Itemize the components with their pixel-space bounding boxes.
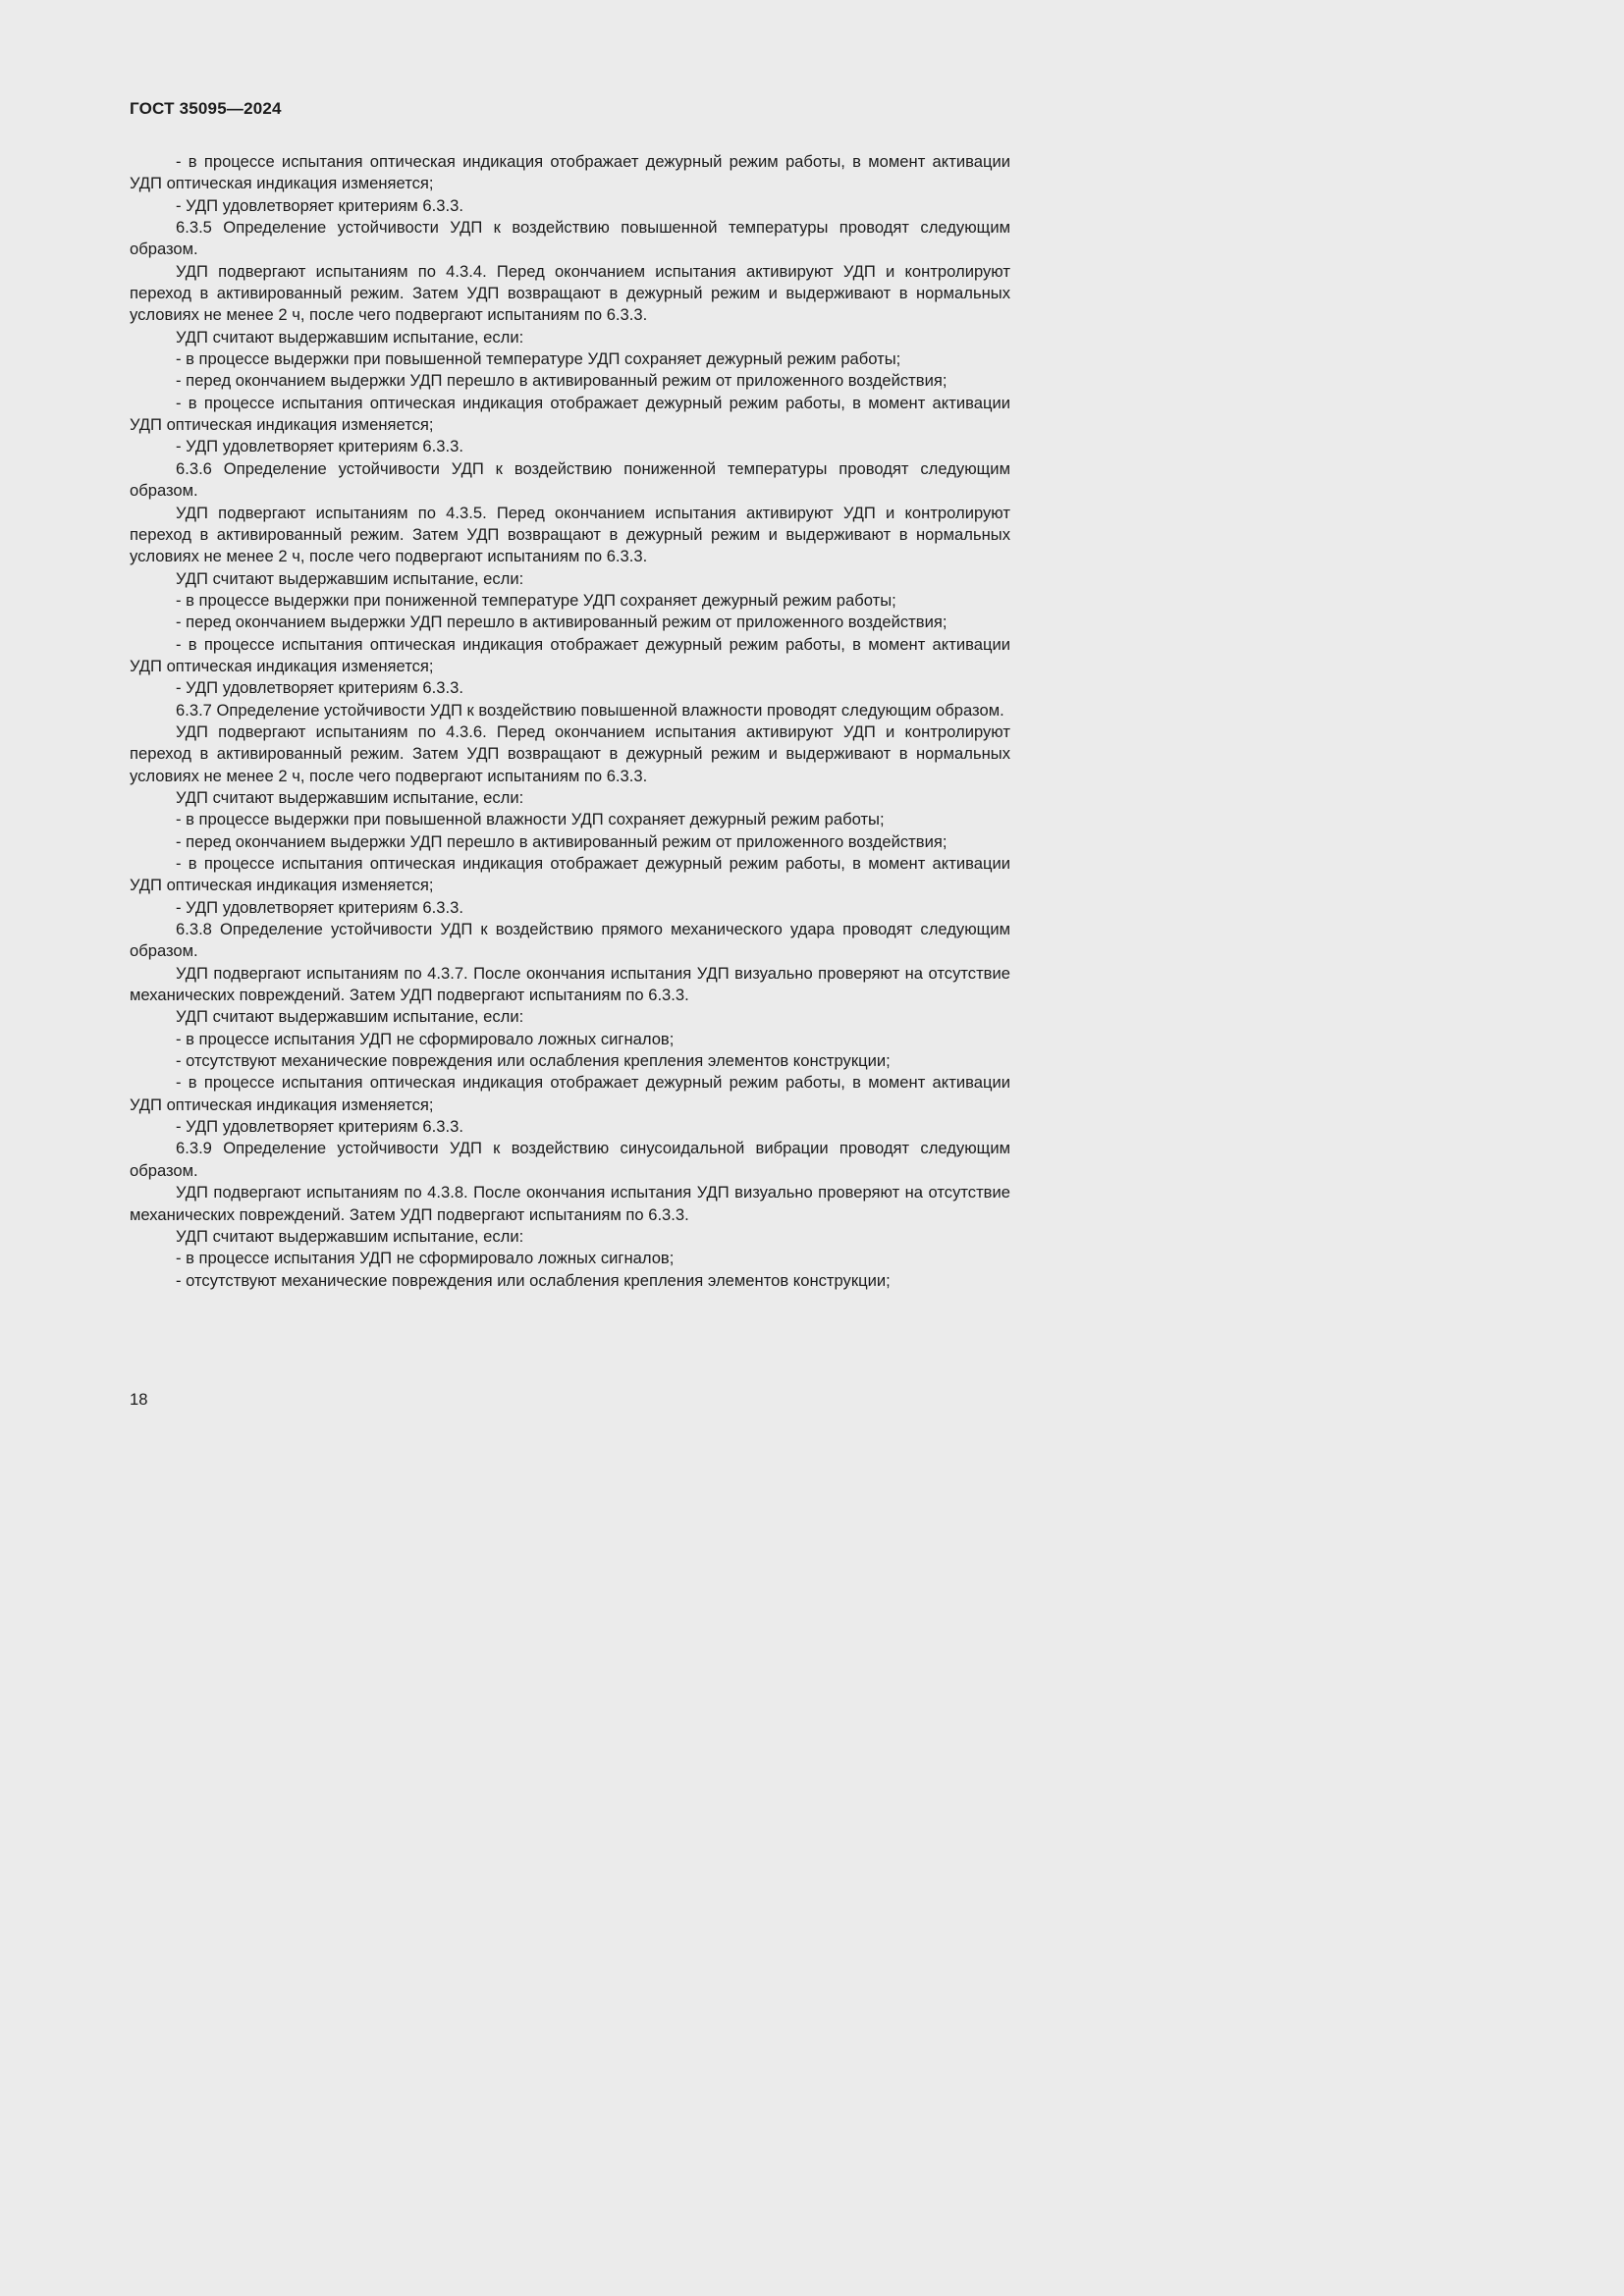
list-item: - перед окончанием выдержки УДП перешло в активированный режим от приложенного воздействия; [176,371,947,391]
list-item: - перед окончанием выдержки УДП перешло в активированный режим от приложенного воздействия; [176,831,947,851]
clause-heading: 6.3.5 Определение устойчивости УДП к воздействию повышенной температуры проводят следующим образом. [130,218,1010,259]
clause-heading: 6.3.9 Определение устойчивости УДП к воздействию синусоидальной вибрации проводят следующим образом. [130,1139,1010,1180]
list-item: - УДП удовлетворяет критериям 6.3.3. [176,195,463,215]
list-item: - в процессе испытания оптическая индикация отображает дежурный режим работы, в момент активации УДП оптическая индикация изменяется; [130,1073,1010,1114]
list-item: - в процессе выдержки при повышенной температуре УДП сохраняет дежурный режим работы; [176,349,901,369]
list-item: - в процессе испытания УДП не сформировало ложных сигналов; [176,1249,675,1268]
list-item: - в процессе испытания УДП не сформировало ложных сигналов; [176,1029,675,1048]
list-item: - УДП удовлетворяет критериям 6.3.3. [176,678,463,698]
list-item: - УДП удовлетворяет критериям 6.3.3. [176,897,463,917]
paragraph: УДП считают выдержавшим испытание, если: [176,327,524,347]
paragraph: УДП подвергают испытаниям по 4.3.4. Перед окончанием испытания активируют УДП и контролируют переход в активированный режим. Затем УДП возвращают в дежурный режим и выдерживают в нормальных условиях не менее 2 ч, после чего подвергают испытаниям по 6.3.3. [130,261,1010,325]
paragraph: УДП считают выдержавшим испытание, если: [176,787,524,807]
list-item: - УДП удовлетворяет критериям 6.3.3. [176,1117,463,1137]
clause-heading: 6.3.6 Определение устойчивости УДП к воздействию пониженной температуры проводят следующим образом. [130,458,1010,501]
paragraph: УДП подвергают испытаниям по 4.3.7. После окончания испытания УДП визуально проверяют на отсутствие механических повреждений. Затем УДП подвергают испытаниям по 6.3.3. [130,963,1010,1005]
list-item: - перед окончанием выдержки УДП перешло в активированный режим от приложенного воздействия; [176,613,947,632]
list-item: - в процессе испытания оптическая индикация отображает дежурный режим работы, в момент активации УДП оптическая индикация изменяется; [130,152,1010,193]
clause-heading: 6.3.8 Определение устойчивости УДП к воздействию прямого механического удара проводят следующим образом. [130,920,1010,961]
paragraph: УДП подвергают испытаниям по 4.3.5. Перед окончанием испытания активируют УДП и контролируют переход в активированный режим. Затем УДП возвращают в дежурный режим и выдерживают в нормальных условиях не менее 2 ч, после чего подвергают испытаниям по 6.3.3. [130,503,1010,566]
paragraph: УДП подвергают испытаниям по 4.3.6. Перед окончанием испытания активируют УДП и контролируют переход в активированный режим. Затем УДП возвращают в дежурный режим и выдерживают в нормальных условиях не менее 2 ч, после чего подвергают испытаниям по 6.3.3. [130,721,1010,785]
clause-heading: 6.3.7 Определение устойчивости УДП к воздействию повышенной влажности проводят следующим образом. [176,700,1004,720]
list-item: - в процессе испытания оптическая индикация отображает дежурный режим работы, в момент активации УДП оптическая индикация изменяется; [130,854,1010,895]
list-item: - в процессе выдержки при повышенной влажности УДП сохраняет дежурный режим работы; [176,810,885,829]
list-item: - УДП удовлетворяет критериям 6.3.3. [176,437,463,456]
list-item: - отсутствуют механические повреждения или ослабления крепления элементов конструкции; [176,1270,891,1290]
paragraph: УДП подвергают испытаниям по 4.3.8. После окончания испытания УДП визуально проверяют на отсутствие механических повреждений. Затем УДП подвергают испытаниям по 6.3.3. [130,1183,1010,1224]
paragraph: УДП считают выдержавшим испытание, если: [176,568,524,588]
list-item: - в процессе испытания оптическая индикация отображает дежурный режим работы, в момент активации УДП оптическая индикация изменяется; [130,634,1010,675]
paragraph: УДП считают выдержавшим испытание, если: [176,1226,524,1246]
document-header: ГОСТ 35095—2024 [130,99,282,118]
list-item: - отсутствуют механические повреждения или ослабления крепления элементов конструкции; [176,1051,891,1071]
paragraph: УДП считают выдержавшим испытание, если: [176,1007,524,1027]
document-body [130,151,1010,1292]
page-number: 18 [130,1390,148,1409]
list-item: - в процессе выдержки при пониженной температуре УДП сохраняет дежурный режим работы; [176,590,896,610]
list-item: - в процессе испытания оптическая индикация отображает дежурный режим работы, в момент активации УДП оптическая индикация изменяется; [130,393,1010,435]
